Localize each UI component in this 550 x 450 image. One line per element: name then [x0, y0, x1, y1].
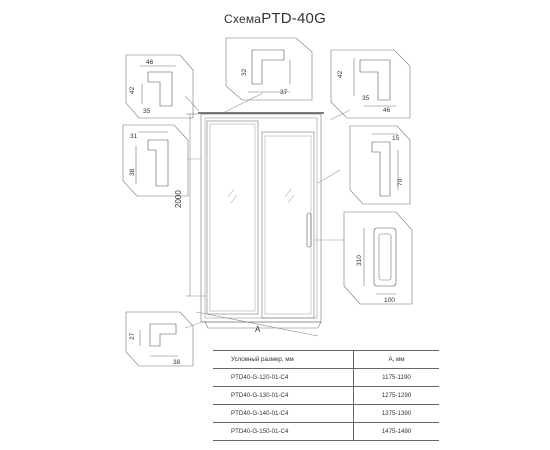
spec-range: 1475-1490 — [354, 423, 440, 441]
dim-bottom-left-2: 38 — [173, 359, 181, 366]
detail-bottom-left — [126, 312, 193, 366]
spec-range: 1375-1390 — [354, 405, 440, 423]
width-label: A — [255, 325, 261, 334]
dim-mid-left-2: 38 — [129, 168, 136, 176]
height-label: 2000 — [174, 190, 183, 208]
detail-handle — [344, 212, 412, 304]
dim-bottom-left-1: 27 — [129, 332, 136, 340]
dim-top-right-3: 46 — [383, 107, 391, 114]
detail-mid-right — [350, 126, 410, 204]
dim-top-left-2: 42 — [129, 86, 136, 94]
spec-range: 1175-1190 — [354, 369, 440, 387]
dim-top-left-3: 35 — [143, 108, 151, 115]
spec-table — [213, 350, 439, 441]
dim-top-center-1: 32 — [241, 68, 248, 76]
detail-top-left — [126, 55, 193, 118]
spec-model: PTD40-G-130-01-C4 — [213, 387, 354, 405]
detail-top-right — [331, 50, 410, 118]
dim-top-right-1: 42 — [337, 70, 344, 78]
table-row — [213, 423, 439, 441]
dim-mid-right-1: 15 — [392, 135, 400, 142]
detail-top-center — [226, 38, 312, 100]
spec-model: PTD40-G-140-01-C4 — [213, 405, 354, 423]
dim-top-left-1: 46 — [146, 59, 154, 66]
title-prefix: Схема — [224, 12, 262, 26]
dim-handle-2: 100 — [384, 297, 395, 304]
spec-header-size: Условный размер, мм — [213, 351, 354, 369]
door-frame — [201, 114, 321, 322]
fixed-glass-panel — [207, 121, 258, 314]
dim-top-center-2: 37 — [280, 89, 288, 96]
table-row — [213, 369, 439, 387]
dim-handle-1: 310 — [356, 255, 363, 266]
spec-model: PTD40-G-150-01-C4 — [213, 423, 354, 441]
dim-top-right-2: 35 — [362, 95, 370, 102]
dim-mid-left-1: 31 — [130, 133, 138, 140]
spec-range: 1275-1290 — [354, 387, 440, 405]
table-row — [213, 405, 439, 423]
dim-mid-right-2: 70 — [397, 178, 404, 186]
door-handle — [307, 213, 311, 247]
table-row — [213, 387, 439, 405]
spec-header-row — [213, 351, 439, 369]
title-model: PTD-40G — [261, 10, 326, 27]
spec-model: PTD40-G-120-01-C4 — [213, 369, 354, 387]
spec-header-a: A, мм — [354, 351, 440, 369]
sliding-glass-panel — [262, 132, 314, 318]
